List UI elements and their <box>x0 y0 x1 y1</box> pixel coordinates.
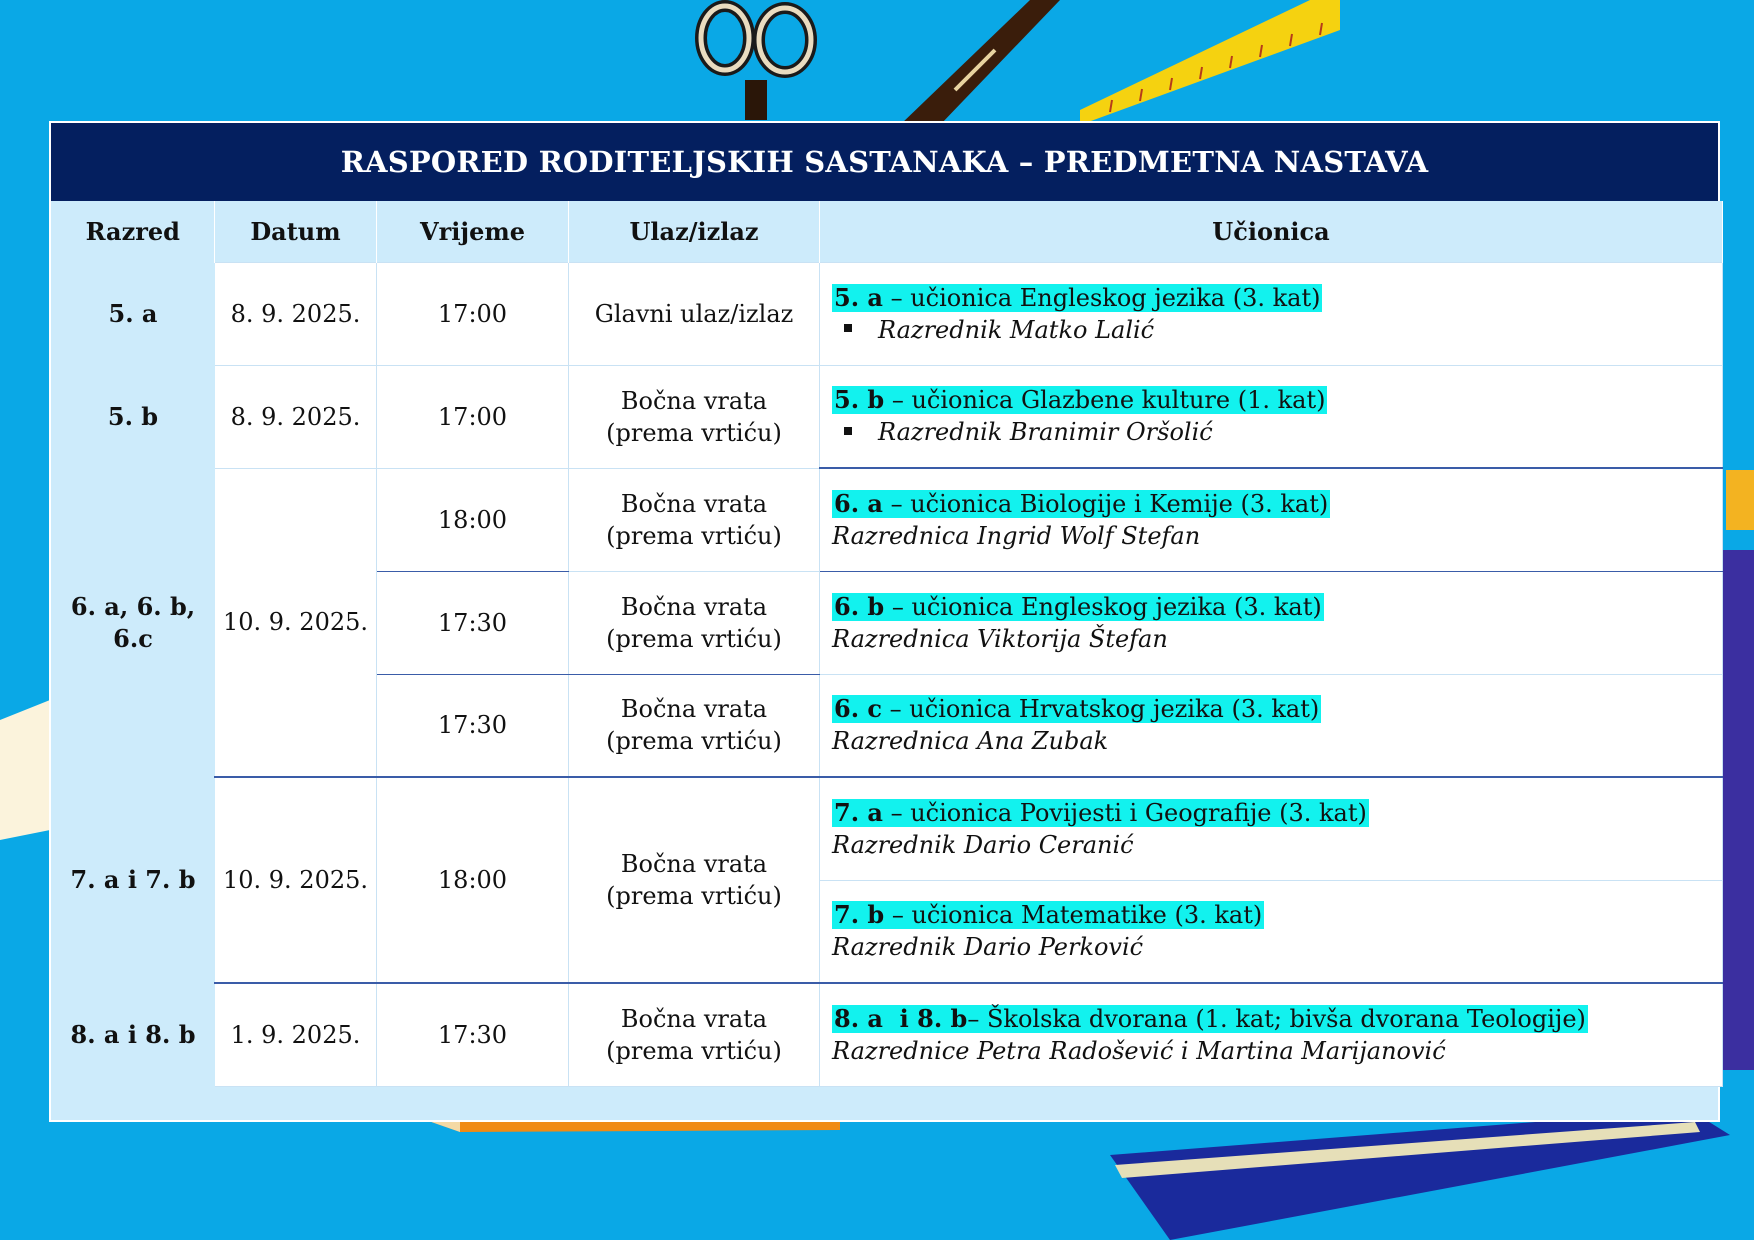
pen-illustration <box>880 0 1060 125</box>
teacher-name: Razrednica Ana Zubak <box>832 727 1109 756</box>
room-label: – Školska dvorana (1. kat; bivša dvorana Teologije) <box>967 1004 1586 1033</box>
datum-cell: 8. 9. 2025. <box>215 365 377 468</box>
ucionica-cell <box>820 880 1723 983</box>
teacher-name: Razrednica Ingrid Wolf Stefan <box>832 521 1201 550</box>
teacher-name: Razrednica Viktorija Štefan <box>832 624 1168 653</box>
razred-line-1: 6. a, 6. b, <box>70 591 196 621</box>
ulaz-line-1: Bočna vrata <box>620 1004 768 1033</box>
header-datum: Datum <box>215 201 377 262</box>
ucionica-cell <box>820 365 1723 468</box>
header-ulaz: Ulaz/izlaz <box>569 201 820 262</box>
ulaz-cell <box>569 983 820 1086</box>
table-row <box>52 777 1723 880</box>
room-label: – učionica Engleskog jezika (3. kat) <box>884 592 1322 621</box>
ulaz-line-2: (prema vrtiću) <box>606 882 782 910</box>
teacher-name: Razrednik Matko Lalić <box>878 315 1155 344</box>
table-header-row <box>52 201 1723 262</box>
schedule-card <box>49 121 1720 1122</box>
class-label: 7. a <box>834 797 883 827</box>
room-highlight <box>832 695 1321 723</box>
vrijeme-cell: 17:00 <box>377 365 569 468</box>
ucionica-cell <box>820 468 1723 571</box>
datum-cell: 1. 9. 2025. <box>215 983 377 1086</box>
ruler-illustration <box>1070 0 1340 125</box>
header-ucionica: Učionica <box>820 201 1723 262</box>
ulaz-cell <box>569 674 820 777</box>
ulaz-cell: Glavni ulaz/izlaz <box>569 262 820 365</box>
ulaz-cell <box>569 365 820 468</box>
class-label: 7. b <box>834 900 885 930</box>
room-highlight <box>832 593 1324 621</box>
class-label: 6. b <box>834 591 885 621</box>
ulaz-line-1: Bočna vrata <box>620 592 768 621</box>
room-highlight <box>832 1005 1588 1033</box>
ucionica-cell <box>820 674 1723 777</box>
room-label: – učionica Matematike (3. kat) <box>884 901 1263 930</box>
ulaz-line-1: Bočna vrata <box>620 850 768 878</box>
razred-cell: 7. a i 7. b <box>52 777 215 983</box>
ucionica-cell <box>820 262 1723 365</box>
datum-cell: 8. 9. 2025. <box>215 262 377 365</box>
header-razred: Razred <box>52 201 215 262</box>
room-label: – učionica Biologije i Kemije (3. kat) <box>882 489 1329 518</box>
table-row <box>52 365 1723 468</box>
teacher-name: Razrednice Petra Radošević i Martina Marijanović <box>832 1036 1446 1065</box>
room-highlight <box>832 490 1330 518</box>
razred-cell <box>52 468 215 777</box>
room-highlight <box>832 901 1264 929</box>
bullet-icon <box>844 324 852 332</box>
ulaz-line-2: (prema vrtiću) <box>606 521 782 550</box>
teacher-name: Razrednik Dario Perković <box>832 933 1144 962</box>
ulaz-line-1: Bočna vrata <box>620 695 768 724</box>
vrijeme-cell: 17:30 <box>377 674 569 777</box>
class-label: 5. a <box>834 282 883 312</box>
header-vrijeme: Vrijeme <box>377 201 569 262</box>
room-highlight <box>832 799 1369 827</box>
ulaz-cell <box>569 468 820 571</box>
room-label: – učionica Glazbene kulture (1. kat) <box>884 386 1326 415</box>
bullet-icon <box>844 427 852 435</box>
ucionica-cell <box>820 777 1723 880</box>
class-label: 6. c <box>834 694 883 724</box>
table-row <box>52 262 1723 365</box>
razred-cell: 8. a i 8. b <box>52 983 215 1086</box>
room-label: – učionica Engleskog jezika (3. kat) <box>882 283 1321 312</box>
ucionica-cell <box>820 571 1723 674</box>
room-highlight <box>832 386 1327 414</box>
vrijeme-cell: 17:30 <box>377 571 569 674</box>
teacher-line <box>832 314 1722 346</box>
scissors-illustration <box>690 0 830 120</box>
ulaz-line-2: (prema vrtiću) <box>606 727 782 756</box>
ucionica-cell <box>820 983 1723 1086</box>
table-row <box>52 468 1723 571</box>
vrijeme-cell: 17:30 <box>377 983 569 1086</box>
razred-cell: 5. a <box>52 262 215 365</box>
room-label: – učionica Hrvatskog jezika (3. kat) <box>882 695 1320 724</box>
paper-illustration <box>0 700 50 840</box>
teacher-name: Razrednik Branimir Oršolić <box>878 418 1213 447</box>
ulaz-line-1: Bočna vrata <box>620 386 768 415</box>
table-row <box>52 983 1723 1086</box>
class-label: 8. a i 8. b <box>834 1003 968 1033</box>
razred-cell: 5. b <box>52 365 215 468</box>
teacher-name: Razrednik Dario Ceranić <box>832 830 1134 859</box>
vrijeme-cell: 18:00 <box>377 777 569 983</box>
teacher-line <box>832 416 1722 448</box>
datum-cell: 10. 9. 2025. <box>215 777 377 983</box>
room-highlight <box>832 284 1322 312</box>
datum-cell: 10. 9. 2025. <box>215 468 377 777</box>
notebook-illustration <box>1110 1110 1730 1240</box>
schedule-table <box>51 201 1723 1087</box>
ulaz-cell <box>569 777 820 983</box>
class-label: 5. b <box>834 385 885 415</box>
ulaz-line-2: (prema vrtiću) <box>606 418 782 447</box>
razred-line-2: 6.c <box>113 623 153 653</box>
room-label: – učionica Povijesti i Geografije (3. kat) <box>882 798 1367 827</box>
vrijeme-cell: 17:00 <box>377 262 569 365</box>
vrijeme-cell: 18:00 <box>377 468 569 571</box>
class-label: 6. a <box>834 488 883 518</box>
ulaz-line-2: (prema vrtiću) <box>606 1036 782 1065</box>
ulaz-cell <box>569 571 820 674</box>
ulaz-line-1: Bočna vrata <box>620 489 768 518</box>
ulaz-line-2: (prema vrtiću) <box>606 624 782 653</box>
page-title: RASPORED RODITELJSKIH SASTANAKA – PREDMETNA NASTAVA <box>51 123 1718 201</box>
